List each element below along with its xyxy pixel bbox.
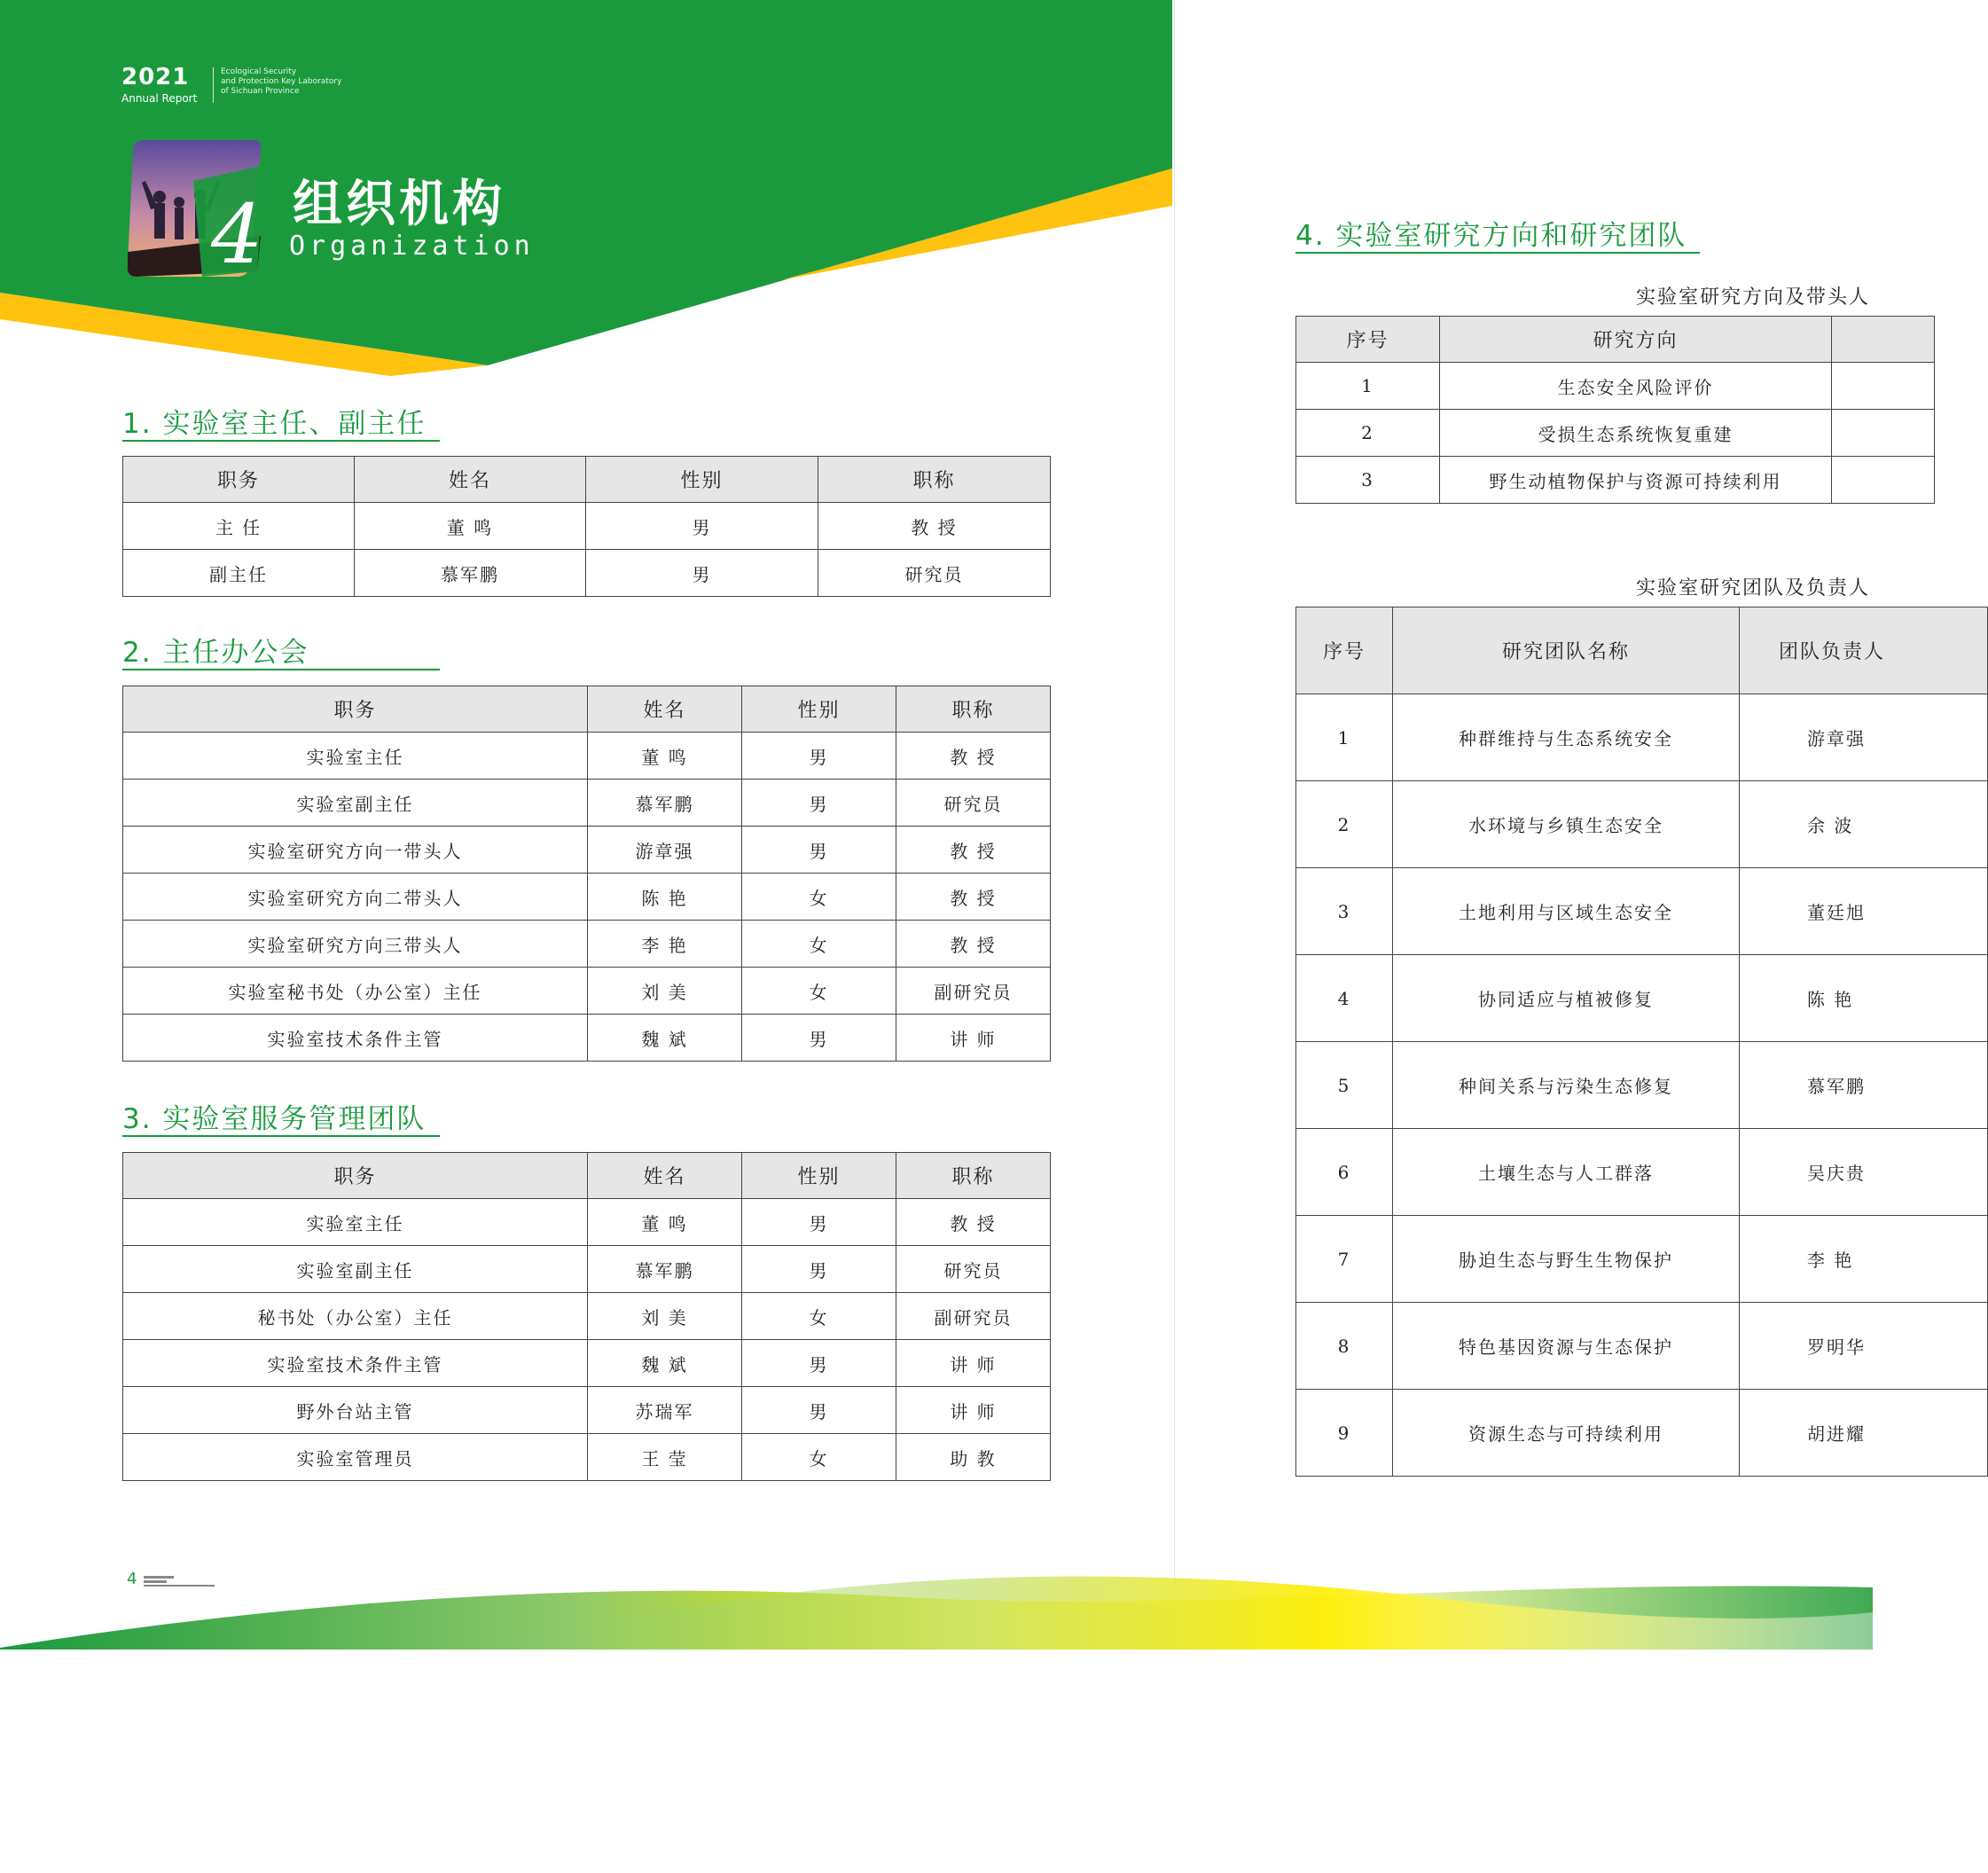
cell: 慕军鹏 (588, 1246, 742, 1293)
cell: 教 授 (896, 733, 1051, 780)
col-header: 职务 (123, 457, 355, 503)
col-header: 职称 (818, 457, 1051, 503)
cell: 副研究员 (896, 1293, 1051, 1340)
col-header: 性别 (742, 1153, 896, 1199)
cell: 实验室技术条件主管 (123, 1015, 588, 1062)
cell: 副研究员 (896, 968, 1051, 1015)
cell: 土地利用与区域生态安全 (1393, 868, 1740, 955)
table-row (1296, 868, 1988, 955)
table-header-row (123, 457, 1051, 503)
cell: 实验室秘书处（办公室）主任 (123, 968, 588, 1015)
cell: 教 授 (896, 1199, 1051, 1246)
cell: 8 (1296, 1303, 1393, 1390)
right-page (1174, 0, 1886, 1650)
page-margin (0, 1650, 1873, 1873)
chapter-number: 4 (211, 187, 263, 282)
cell: 2 (1296, 410, 1440, 457)
col-header: 性别 (586, 457, 818, 503)
cell: 1 (1296, 363, 1440, 410)
cell: 男 (742, 780, 896, 827)
table-row (1296, 1042, 1988, 1129)
chapter-title: 组织机构 (293, 176, 505, 233)
table-row (1296, 363, 1935, 410)
table-caption-teams: 实验室研究团队及负责人 (1636, 577, 1871, 600)
cell: 野生动植物保护与资源可持续利用 (1440, 457, 1832, 504)
table-header-row (123, 686, 1051, 733)
cell: 教 授 (818, 503, 1051, 550)
cell: 实验室研究方向三带头人 (123, 921, 588, 968)
logo-lab-name: Ecological Security and Protection Key Laboratory of Sichuan Province (221, 67, 342, 96)
cell: 董廷旭 (1740, 868, 1988, 955)
table-row (123, 1387, 1051, 1434)
cell: 协同适应与植被修复 (1393, 955, 1740, 1042)
section-underline-1 (122, 440, 440, 442)
cell: 讲 师 (896, 1387, 1051, 1434)
table-directors (122, 456, 1051, 597)
col-header: 职称 (896, 686, 1051, 733)
table-header-row (123, 1153, 1051, 1199)
table-row (123, 1340, 1051, 1387)
logo-year: 2021 (121, 64, 190, 90)
table-row (123, 1293, 1051, 1340)
cell: 受损生态系统恢复重建 (1440, 410, 1832, 457)
cell: 种群维持与生态系统安全 (1393, 694, 1740, 781)
cell: 野外台站主管 (123, 1387, 588, 1434)
cell: 男 (586, 503, 818, 550)
cell: 女 (742, 1293, 896, 1340)
cell: 讲 师 (896, 1340, 1051, 1387)
col-header: 职务 (123, 1153, 588, 1199)
cell: 秘书处（办公室）主任 (123, 1293, 588, 1340)
section-heading-3: 3. 实验室服务管理团队 (122, 1103, 427, 1135)
table-research-directions (1295, 316, 1935, 504)
cell: 胡进耀 (1740, 1390, 1988, 1477)
cell: 胁迫生态与野生生物保护 (1393, 1216, 1740, 1303)
col-header: 团队负责人 (1740, 607, 1988, 694)
table-row (123, 1434, 1051, 1481)
cell: 实验室技术条件主管 (123, 1340, 588, 1387)
table-row (123, 503, 1051, 550)
table-row (1296, 1129, 1988, 1216)
cell: 余 波 (1740, 781, 1988, 868)
section-heading-2: 2. 主任办公会 (122, 637, 309, 669)
col-header: 研究方向 (1440, 317, 1832, 363)
cell: 7 (1296, 1216, 1393, 1303)
cell: 董 鸣 (355, 503, 586, 550)
cell: 女 (742, 968, 896, 1015)
page-number: 4 (127, 1570, 137, 1588)
table-row (123, 921, 1051, 968)
cell: 研究员 (818, 550, 1051, 597)
table-row (123, 1199, 1051, 1246)
cell: 董 鸣 (588, 1199, 742, 1246)
col-header: 姓名 (588, 686, 742, 733)
cell: 王 莹 (588, 1434, 742, 1481)
cell: 男 (742, 733, 896, 780)
cell: 女 (742, 1434, 896, 1481)
table-row (123, 827, 1051, 874)
cell: 教 授 (896, 921, 1051, 968)
cell: 实验室研究方向二带头人 (123, 874, 588, 921)
cell (1832, 363, 1935, 410)
cell: 陈 艳 (1740, 955, 1988, 1042)
cell: 3 (1296, 457, 1440, 504)
table-row (123, 1246, 1051, 1293)
cell: 刘 美 (588, 1293, 742, 1340)
cell: 教 授 (896, 827, 1051, 874)
col-header: 职务 (123, 686, 588, 733)
cell: 男 (742, 1246, 896, 1293)
cell: 种间关系与污染生态修复 (1393, 1042, 1740, 1129)
table-row (1296, 410, 1935, 457)
table-row (123, 1015, 1051, 1062)
cell: 苏瑞军 (588, 1387, 742, 1434)
chapter-subtitle: Organization (289, 231, 535, 262)
col-header: 姓名 (588, 1153, 742, 1199)
chapter-badge (124, 138, 266, 282)
cell: 男 (586, 550, 818, 597)
cell: 教 授 (896, 874, 1051, 921)
cell: 魏 斌 (588, 1015, 742, 1062)
cell: 慕军鹏 (355, 550, 586, 597)
cell: 游章强 (1740, 694, 1988, 781)
cell: 女 (742, 921, 896, 968)
cell: 慕军鹏 (1740, 1042, 1988, 1129)
table-header-row (1296, 317, 1935, 363)
cell: 男 (742, 1015, 896, 1062)
cell: 助 教 (896, 1434, 1051, 1481)
col-header: 性别 (742, 686, 896, 733)
table-row (1296, 1303, 1988, 1390)
cell: 主 任 (123, 503, 355, 550)
cell: 李 艳 (588, 921, 742, 968)
table-row (1296, 781, 1988, 868)
table-row (123, 968, 1051, 1015)
cell: 实验室主任 (123, 1199, 588, 1246)
section-underline-3 (122, 1135, 440, 1137)
cell: 1 (1296, 694, 1393, 781)
section-underline-4 (1295, 252, 1700, 254)
cell: 男 (742, 1387, 896, 1434)
table-service-team (122, 1152, 1051, 1481)
cell: 土壤生态与人工群落 (1393, 1129, 1740, 1216)
col-header (1832, 317, 1935, 363)
cell: 生态安全风险评价 (1440, 363, 1832, 410)
cell: 3 (1296, 868, 1393, 955)
cell: 2 (1296, 781, 1393, 868)
cell: 董 鸣 (588, 733, 742, 780)
table-director-meeting (122, 686, 1051, 1062)
cell: 研究员 (896, 1246, 1051, 1293)
cell: 魏 斌 (588, 1340, 742, 1387)
cell: 特色基因资源与生态保护 (1393, 1303, 1740, 1390)
section-underline-2 (122, 669, 440, 670)
col-header: 序号 (1296, 607, 1393, 694)
section-heading-4: 4. 实验室研究方向和研究团队 (1295, 220, 1687, 252)
table-row (1296, 955, 1988, 1042)
cell: 6 (1296, 1129, 1393, 1216)
cell: 实验室副主任 (123, 780, 588, 827)
cell: 男 (742, 1199, 896, 1246)
cell: 实验室研究方向一带头人 (123, 827, 588, 874)
table-row (1296, 1390, 1988, 1477)
cell: 9 (1296, 1390, 1393, 1477)
table-research-teams (1295, 607, 1988, 1477)
col-header: 研究团队名称 (1393, 607, 1740, 694)
footer-wave (0, 1543, 1873, 1650)
col-header: 职称 (896, 1153, 1051, 1199)
cell: 讲 师 (896, 1015, 1051, 1062)
logo-report-label: Annual Report (121, 92, 198, 105)
cell (1832, 410, 1935, 457)
cell: 女 (742, 874, 896, 921)
cell: 男 (742, 1340, 896, 1387)
table-caption-directions: 实验室研究方向及带头人 (1636, 286, 1871, 309)
logo-divider (213, 67, 214, 103)
cell: 刘 美 (588, 968, 742, 1015)
cell: 陈 艳 (588, 874, 742, 921)
cell: 5 (1296, 1042, 1393, 1129)
cell: 罗明华 (1740, 1303, 1988, 1390)
cell: 资源生态与可持续利用 (1393, 1390, 1740, 1477)
cell: 副主任 (123, 550, 355, 597)
cell: 李 艳 (1740, 1216, 1988, 1303)
cell: 吴庆贵 (1740, 1129, 1988, 1216)
report-logo (121, 64, 342, 105)
cell: 实验室主任 (123, 733, 588, 780)
cell: 实验室副主任 (123, 1246, 588, 1293)
table-row (123, 780, 1051, 827)
cell: 水环境与乡镇生态安全 (1393, 781, 1740, 868)
col-header: 序号 (1296, 317, 1440, 363)
table-row (1296, 1216, 1988, 1303)
cell: 慕军鹏 (588, 780, 742, 827)
section-heading-1: 1. 实验室主任、副主任 (122, 408, 427, 440)
cell: 实验室管理员 (123, 1434, 588, 1481)
table-row (123, 874, 1051, 921)
cell: 男 (742, 827, 896, 874)
cell (1832, 457, 1935, 504)
table-header-row (1296, 607, 1988, 694)
table-row (1296, 457, 1935, 504)
cell: 研究员 (896, 780, 1051, 827)
cell: 4 (1296, 955, 1393, 1042)
table-row (1296, 694, 1988, 781)
table-row (123, 550, 1051, 597)
col-header: 姓名 (355, 457, 586, 503)
table-row (123, 733, 1051, 780)
cell: 游章强 (588, 827, 742, 874)
